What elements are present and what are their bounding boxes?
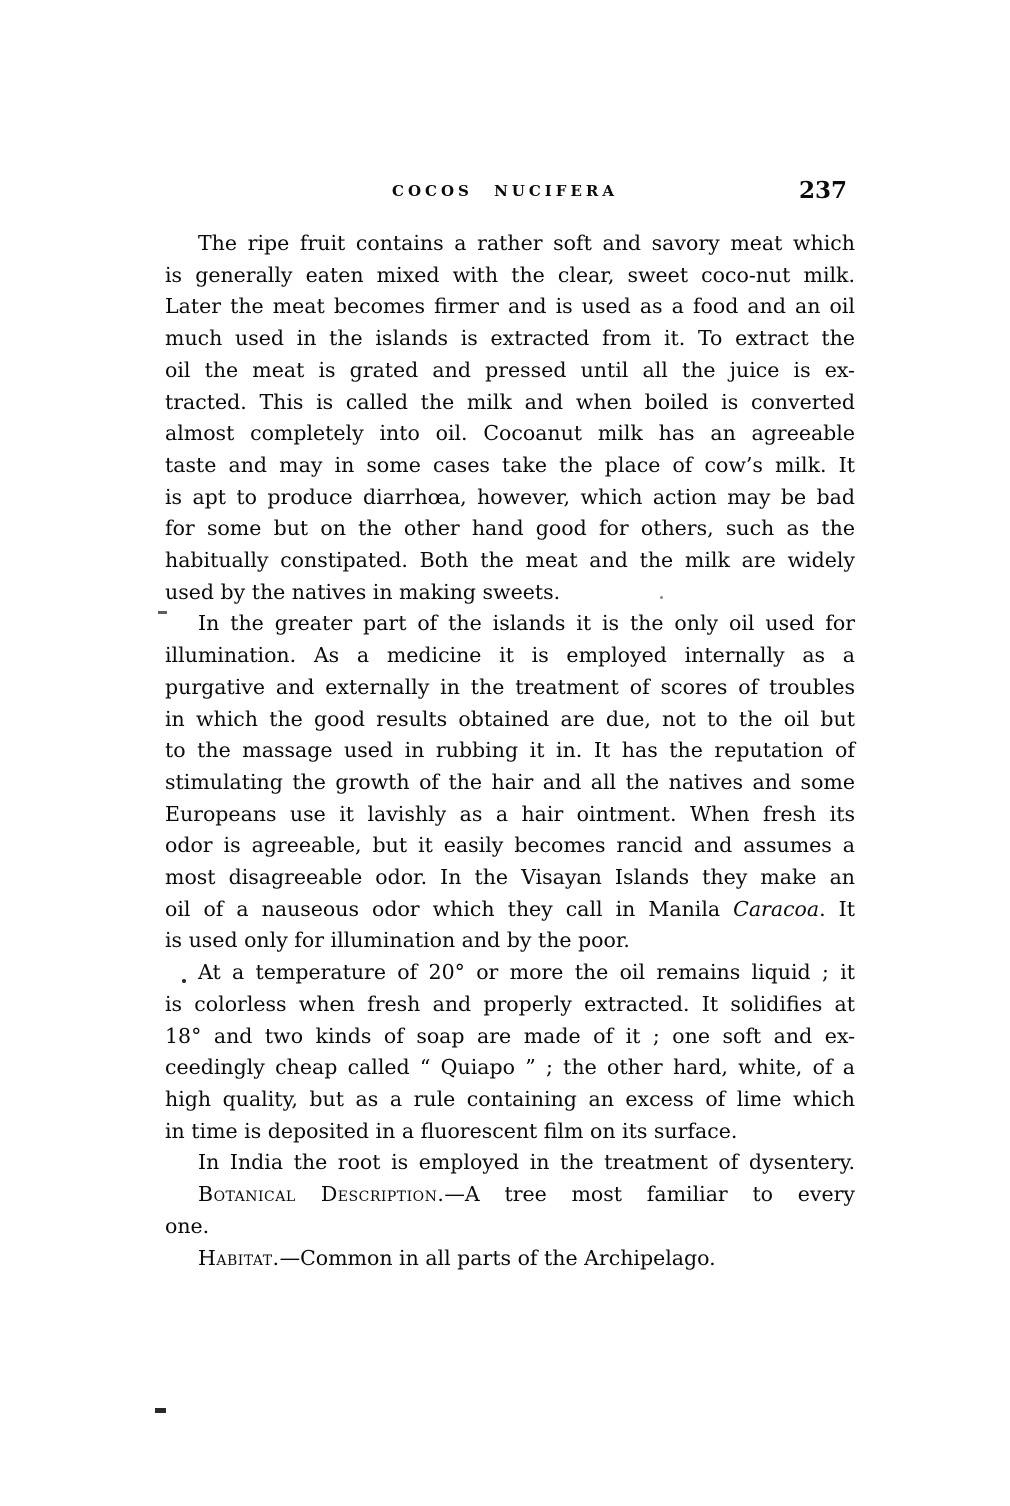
text-segment: illumination. As a medicine it is employed internally as a	[165, 643, 855, 668]
text-line	[165, 767, 855, 799]
text-line	[165, 291, 855, 323]
text-line	[165, 957, 855, 989]
text-line	[165, 640, 855, 672]
text-line	[165, 513, 855, 545]
text-segment-italic: Caracoa	[733, 896, 820, 921]
text-segment: in time is deposited in a fluorescent film on its surface.	[165, 1118, 738, 1143]
text-segment: ceedingly cheap called “ Quiapo ” ; the other hard, white, of a	[165, 1055, 855, 1080]
text-line	[165, 323, 855, 355]
scan-artifact-dash-bottom	[155, 1408, 166, 1413]
text-segment: Europeans use it lavishly as a hair ointment. When fresh its	[165, 801, 855, 826]
text-segment: for some but on the other hand good for others, such as the	[165, 516, 855, 541]
text-line	[165, 989, 855, 1021]
text-segment: stimulating the growth of the hair and all the natives and some	[165, 769, 855, 794]
page-number: 237	[798, 177, 847, 204]
text-line	[165, 925, 855, 957]
scan-artifact-dot-before-at	[182, 979, 186, 983]
text-segment-smallcaps: Habitat.	[198, 1245, 280, 1270]
text-line	[165, 228, 855, 260]
text-segment: oil the meat is grated and pressed until all the juice is ex-	[165, 357, 855, 382]
text-segment: much used in the islands is extracted from it. To extract the	[165, 326, 855, 351]
text-line	[165, 735, 855, 767]
text-segment: purgative and externally in the treatment of scores of troubles	[165, 674, 855, 699]
text-segment: almost completely into oil. Cocoanut milk has an agreeable	[165, 421, 855, 446]
text-segment: most disagreeable odor. In the Visayan Islands they make an	[165, 865, 855, 890]
text-line	[165, 1147, 855, 1179]
scan-artifact-dash-left	[158, 611, 167, 614]
scan-artifact-dot-after-sweets	[660, 596, 663, 599]
text-segment: is generally eaten mixed with the clear, sweet coco-nut milk.	[165, 262, 855, 287]
text-line	[165, 260, 855, 292]
text-line	[165, 672, 855, 704]
text-segment: in which the good results obtained are due, not to the oil but	[165, 706, 855, 731]
text-line	[165, 545, 855, 577]
text-segment: —Common in all parts of the Archipelago.	[279, 1245, 716, 1270]
text-line	[165, 387, 855, 419]
text-line	[165, 577, 855, 609]
text-segment: oil of a nauseous odor which they call in Manila	[165, 896, 734, 921]
text-segment: taste and may in some cases take the place of cow’s milk. It	[165, 452, 855, 477]
text-segment: The ripe fruit contains a rather soft and savory meat which	[198, 231, 855, 255]
text-line	[165, 862, 855, 894]
text-line	[165, 482, 855, 514]
text-segment-smallcaps: Botanical Description.	[198, 1182, 445, 1207]
text-segment: In the greater part of the islands it is the only oil used for	[198, 611, 855, 636]
text-line	[165, 1179, 855, 1211]
text-line	[165, 608, 855, 640]
running-title: COCOS NUCIFERA	[392, 182, 618, 200]
text-line	[165, 1084, 855, 1116]
text-line	[165, 1243, 855, 1275]
text-line	[165, 830, 855, 862]
page-header	[0, 177, 1010, 206]
text-segment: is used only for illumination and by the poor.	[165, 928, 630, 953]
text-segment: high quality, but as a rule containing an excess of lime which	[165, 1086, 855, 1111]
text-segment: is apt to produce diarrhœa, however, which action may be bad	[165, 484, 855, 509]
text-segment: . It	[819, 896, 855, 921]
text-segment: is colorless when fresh and properly extracted. It solidifies at	[165, 991, 855, 1016]
text-segment: Later the meat becomes firmer and is used as a food and an oil	[165, 294, 855, 319]
text-line	[165, 355, 855, 387]
text-segment: At a temperature of 20° or more the oil remains liquid ; it	[198, 960, 855, 985]
text-line	[165, 894, 855, 926]
text-segment: In India the root is employed in the treatment of dysentery.	[198, 1150, 855, 1175]
text-segment: used by the natives in making sweets.	[165, 579, 561, 604]
text-line	[165, 1052, 855, 1084]
text-segment: 18° and two kinds of soap are made of it ; one soft and ex-	[165, 1023, 855, 1048]
text-line	[165, 418, 855, 450]
text-line	[165, 704, 855, 736]
text-line	[165, 1021, 855, 1053]
text-line	[165, 1211, 855, 1243]
page-body	[165, 228, 855, 1274]
text-line	[165, 1116, 855, 1148]
text-segment: —A tree most familiar to every	[444, 1182, 855, 1207]
text-segment: habitually constipated. Both the meat and the milk are widely	[165, 548, 855, 573]
text-segment: to the massage used in rubbing it in. It has the reputation of	[165, 738, 855, 763]
text-line	[165, 450, 855, 482]
text-segment: odor is agreeable, but it easily becomes rancid and assumes a	[165, 833, 855, 858]
text-segment: tracted. This is called the milk and when boiled is converted	[165, 389, 855, 414]
text-line	[165, 799, 855, 831]
text-segment: one.	[165, 1213, 210, 1238]
